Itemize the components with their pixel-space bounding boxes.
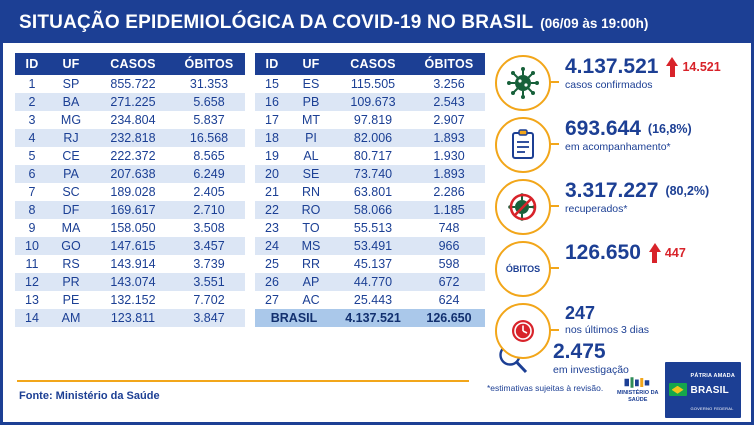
cell-id: 11 — [25, 257, 39, 271]
cell-uf: MA — [61, 221, 81, 235]
cell-id: 6 — [15, 165, 49, 183]
stat-text — [565, 55, 721, 91]
cell-uf: SC — [62, 185, 80, 199]
stat-main — [565, 56, 721, 78]
cell-id: 20 — [255, 165, 289, 183]
table-row — [15, 75, 245, 93]
column-header-casos: CASOS — [93, 53, 173, 75]
table-row — [15, 147, 245, 165]
stat-delta-value: 14.521 — [682, 60, 721, 75]
stat-main — [565, 180, 709, 202]
cell-uf: ES — [302, 77, 320, 91]
table-row — [15, 309, 245, 327]
cell-id: 27 — [265, 293, 279, 307]
cell-casos: 63.801 — [353, 185, 393, 199]
stat-value: 126.650 — [565, 241, 641, 264]
brasil-line3: GOVERNO FEDERAL — [690, 406, 734, 412]
cell-obitos: 16.568 — [173, 129, 245, 147]
header-timestamp: (06/09 às 19:00h) — [540, 15, 649, 31]
cell-casos: 207.638 — [93, 165, 173, 183]
cell-id: 3 — [28, 113, 36, 127]
cell-obitos: 1.930 — [433, 149, 465, 163]
cell-obitos: 2.710 — [173, 201, 245, 219]
stat-value: 4.137.521 — [565, 55, 659, 78]
stat-main — [565, 118, 692, 140]
cell-uf: MS — [289, 237, 333, 255]
ministry-line1: MINISTÉRIO DA — [616, 390, 659, 397]
table-row — [255, 93, 485, 111]
stat-text — [565, 179, 709, 215]
table-row — [255, 75, 485, 93]
column-header-casos: CASOS — [333, 53, 413, 75]
table-row — [15, 273, 245, 291]
recovered-icon — [495, 179, 551, 235]
states-table-left — [15, 53, 245, 327]
cell-casos: 53.491 — [333, 237, 413, 255]
stat-value: 247 — [565, 303, 596, 323]
column-header-id: ID — [255, 53, 289, 75]
cell-id: 13 — [25, 293, 39, 307]
stat-delta-value: 447 — [664, 246, 686, 261]
cell-uf: PR — [49, 273, 93, 291]
footer — [3, 372, 751, 422]
ministry-mark-icon — [623, 376, 653, 389]
cell-id: 15 — [265, 77, 279, 91]
cell-obitos: 7.702 — [193, 293, 225, 307]
cell-uf: CE — [62, 149, 80, 163]
cell-casos: 189.028 — [110, 185, 156, 199]
footer-divider — [17, 380, 469, 382]
page-title: SITUAÇÃO EPIDEMIOLÓGICA DA COVID-19 NO BRASIL — [19, 12, 534, 33]
stat-delta — [649, 243, 686, 263]
cell-total-label: BRASIL — [255, 309, 333, 327]
obitos-badge-label: ÓBITOS — [495, 241, 551, 297]
stat-caption: casos confirmados — [565, 79, 653, 92]
cell-id: 26 — [255, 273, 289, 291]
stat-main — [565, 242, 686, 264]
cell-uf: AC — [302, 293, 320, 307]
cell-casos: 82.006 — [333, 129, 413, 147]
table-row — [255, 219, 485, 237]
arrow-up-icon — [666, 57, 678, 77]
cell-uf: RS — [62, 257, 80, 271]
cell-obitos: 2.286 — [433, 185, 465, 199]
stat-caption: em investigação — [553, 364, 629, 377]
table-row — [15, 111, 245, 129]
cell-casos: 232.818 — [93, 129, 173, 147]
table-row — [255, 273, 485, 291]
cell-casos: 45.137 — [353, 257, 393, 271]
clock-icon — [495, 303, 551, 359]
stat-obitos — [495, 241, 747, 297]
cell-obitos: 2.405 — [193, 185, 225, 199]
cell-casos: 222.372 — [110, 149, 156, 163]
cell-casos: 234.804 — [110, 113, 156, 127]
cell-total-casos: 4.137.521 — [333, 309, 413, 327]
cell-uf: DF — [49, 201, 93, 219]
cell-id: 7 — [28, 185, 36, 199]
cell-casos: 115.505 — [350, 77, 396, 91]
table-row — [255, 201, 485, 219]
cell-obitos: 1.185 — [413, 201, 485, 219]
cell-casos: 25.443 — [353, 293, 393, 307]
cell-id: 17 — [265, 113, 279, 127]
cell-uf: MT — [301, 113, 321, 127]
cell-uf: RJ — [49, 129, 93, 147]
stat-recuperados — [495, 179, 747, 235]
cell-obitos: 3.457 — [173, 237, 245, 255]
column-header-id: ID — [15, 53, 49, 75]
cell-id: 23 — [265, 221, 279, 235]
cell-id: 24 — [255, 237, 289, 255]
cell-id: 9 — [28, 221, 36, 235]
cell-obitos: 598 — [438, 257, 460, 271]
cell-id: 10 — [15, 237, 49, 255]
cell-obitos: 8.565 — [193, 149, 225, 163]
cell-casos: 73.740 — [333, 165, 413, 183]
cell-casos: 143.914 — [110, 257, 156, 271]
cell-casos: 80.717 — [353, 149, 393, 163]
stat-em-acompanhamento — [495, 117, 747, 173]
government-logos — [617, 362, 741, 418]
table-row — [255, 237, 485, 255]
cell-id: 12 — [15, 273, 49, 291]
cell-uf: AM — [49, 309, 93, 327]
cell-obitos: 5.837 — [193, 113, 225, 127]
cell-obitos: 2.543 — [413, 93, 485, 111]
stat-text — [565, 241, 686, 264]
cell-id: 19 — [265, 149, 279, 163]
cell-obitos: 2.907 — [433, 113, 465, 127]
cell-obitos: 3.256 — [433, 77, 465, 91]
cell-id: 25 — [265, 257, 279, 271]
table-row — [255, 129, 485, 147]
cell-id: 1 — [28, 77, 36, 91]
cell-obitos: 1.893 — [413, 165, 485, 183]
table-total-row — [255, 309, 485, 327]
cell-casos: 123.811 — [93, 309, 173, 327]
brasil-government-logo — [665, 362, 741, 418]
table-header-row — [15, 53, 245, 75]
states-table-right — [255, 53, 485, 327]
header-banner — [3, 3, 751, 43]
brazil-flag-icon — [669, 383, 687, 396]
cell-uf: TO — [302, 221, 320, 235]
cell-obitos: 3.847 — [173, 309, 245, 327]
stat-main — [565, 304, 649, 323]
ministry-of-health-logo — [617, 376, 659, 403]
cell-id: 5 — [28, 149, 36, 163]
cell-uf: PI — [289, 129, 333, 147]
cell-uf: RN — [301, 185, 321, 199]
cell-obitos: 1.893 — [413, 129, 485, 147]
table-row — [255, 183, 485, 201]
cell-id: 22 — [255, 201, 289, 219]
cell-obitos: 3.551 — [173, 273, 245, 291]
cell-obitos: 31.353 — [189, 77, 229, 91]
cell-uf: PA — [49, 165, 93, 183]
table-row — [15, 165, 245, 183]
cell-uf: RO — [289, 201, 333, 219]
stat-percentage: (16,8%) — [647, 122, 692, 137]
cell-uf: SE — [289, 165, 333, 183]
column-header-uf: UF — [289, 53, 333, 75]
cell-obitos: 748 — [438, 221, 460, 235]
ministry-line2: SAÚDE — [628, 396, 648, 403]
table-row — [15, 219, 245, 237]
table-row — [255, 147, 485, 165]
cell-casos: 109.673 — [333, 93, 413, 111]
cell-uf: AL — [303, 149, 319, 163]
cell-obitos: 672 — [413, 273, 485, 291]
stat-delta — [666, 57, 720, 77]
cell-obitos: 966 — [413, 237, 485, 255]
cell-obitos: 624 — [438, 293, 460, 307]
brasil-line1: PÁTRIA AMADA — [690, 372, 735, 379]
cell-obitos: 3.739 — [193, 257, 225, 271]
table-row — [255, 291, 485, 309]
cell-id: 16 — [255, 93, 289, 111]
cell-uf: AP — [289, 273, 333, 291]
table-row — [255, 111, 485, 129]
cell-id: 14 — [15, 309, 49, 327]
cell-id: 2 — [15, 93, 49, 111]
cell-id: 18 — [255, 129, 289, 147]
column-header-obitos: ÓBITOS — [173, 53, 245, 75]
cell-casos: 44.770 — [333, 273, 413, 291]
cell-casos: 143.074 — [93, 273, 173, 291]
brasil-text — [691, 365, 735, 415]
cell-casos: 855.722 — [110, 77, 156, 91]
cell-casos: 169.617 — [93, 201, 173, 219]
table-row — [15, 255, 245, 273]
cell-casos: 158.050 — [110, 221, 156, 235]
stat-caption: nos últimos 3 dias — [565, 323, 650, 336]
cell-casos: 55.513 — [353, 221, 393, 235]
table-row — [255, 165, 485, 183]
table-header-row — [255, 53, 485, 75]
stat-caption: recuperados* — [565, 203, 628, 216]
cell-uf: PE — [62, 293, 80, 307]
table-row — [15, 291, 245, 309]
virus-icon — [495, 55, 551, 111]
stat-casos-confirmados — [495, 55, 747, 111]
arrow-up-icon — [649, 243, 661, 263]
cell-uf: SP — [62, 77, 80, 91]
cell-obitos: 6.249 — [173, 165, 245, 183]
stat-percentage: (80,2%) — [665, 184, 710, 199]
summary-stats — [495, 55, 747, 365]
cell-uf: MG — [60, 113, 82, 127]
cell-uf: PB — [289, 93, 333, 111]
table-row — [15, 183, 245, 201]
table-row — [15, 93, 245, 111]
stat-main — [553, 341, 629, 363]
table-row — [15, 129, 245, 147]
cell-casos: 58.066 — [333, 201, 413, 219]
table-row — [15, 237, 245, 255]
cell-id: 8 — [15, 201, 49, 219]
column-header-uf: UF — [49, 53, 93, 75]
table-row — [15, 201, 245, 219]
cell-casos: 97.819 — [353, 113, 393, 127]
stat-caption: em acompanhamento* — [565, 141, 671, 154]
stat-value: 2.475 — [553, 340, 606, 363]
table-row — [255, 255, 485, 273]
clipboard-icon — [495, 117, 551, 173]
cell-uf: RR — [301, 257, 321, 271]
cell-obitos: 3.508 — [193, 221, 225, 235]
column-header-obitos: ÓBITOS — [413, 53, 485, 75]
cell-id: 4 — [15, 129, 49, 147]
cell-casos: 132.152 — [110, 293, 156, 307]
cell-uf: GO — [49, 237, 93, 255]
footnote: *estimativas sujeitas à revisão. — [487, 383, 604, 393]
stat-text — [565, 303, 649, 336]
cell-casos: 147.615 — [93, 237, 173, 255]
cell-obitos: 5.658 — [173, 93, 245, 111]
stat-text — [565, 117, 692, 153]
cell-casos: 271.225 — [93, 93, 173, 111]
cell-total-obitos: 126.650 — [413, 309, 485, 327]
stat-value: 3.317.227 — [565, 179, 659, 202]
stat-value: 693.644 — [565, 117, 641, 140]
cell-id: 21 — [265, 185, 279, 199]
brasil-line2: BRASIL — [690, 385, 729, 397]
source-label: Fonte: Ministério da Saúde — [19, 390, 160, 402]
cell-uf: BA — [49, 93, 93, 111]
